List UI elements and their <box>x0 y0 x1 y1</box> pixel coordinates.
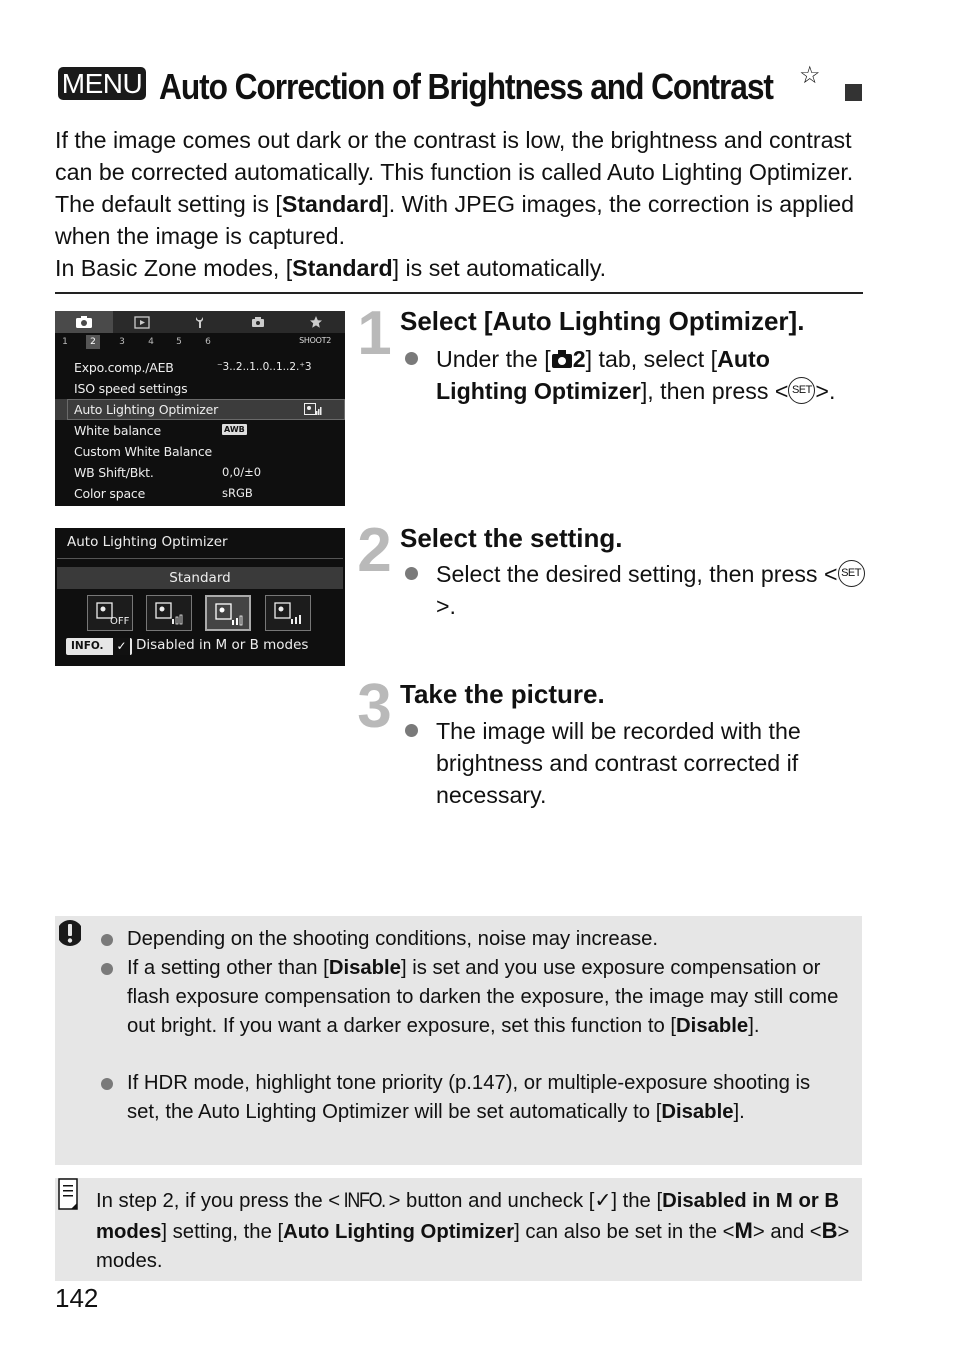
step-number: 3 <box>357 672 389 741</box>
menu-row-label: Custom White Balance <box>74 444 213 459</box>
section-title-row <box>55 64 865 112</box>
menu-badge: MENU <box>58 67 146 100</box>
note-text-part: In step 2, if you press the < <box>96 1190 341 1212</box>
menu-subtabs <box>55 333 345 351</box>
alo-standard-icon <box>304 403 322 416</box>
intro-bold-standard: Standard <box>281 191 383 217</box>
menu-row-custom-wb[interactable] <box>55 441 345 462</box>
menu-row-white-balance[interactable] <box>55 420 345 441</box>
step-3 <box>348 672 868 817</box>
intro-bold-standard-2: Standard <box>292 255 393 281</box>
caution-text: ]. <box>733 1101 745 1123</box>
step-text: >. <box>815 378 836 404</box>
step-text: ], then press < <box>640 378 789 404</box>
wrench-icon[interactable] <box>171 311 229 333</box>
step-instruction <box>436 558 866 622</box>
bullet-icon <box>101 963 113 975</box>
caution-text: If a setting other than [ <box>127 957 329 979</box>
note-text-part: > and < <box>752 1221 822 1243</box>
alo-option-high[interactable] <box>265 595 311 631</box>
note-text <box>96 1186 851 1276</box>
note-bold-text: Disabled in M or B modes <box>96 1190 840 1243</box>
alo-option-standard[interactable] <box>205 595 251 631</box>
caution-item-2 <box>127 954 847 1041</box>
alo-setting-screen <box>55 528 345 666</box>
menu-row-label: WB Shift/Bkt. <box>74 465 154 480</box>
step-instruction <box>436 343 866 407</box>
star-icon[interactable] <box>287 311 345 333</box>
info-button-icon: INFO. <box>343 1189 385 1212</box>
step-1 <box>348 299 868 444</box>
subtab-4[interactable]: 4 <box>148 337 154 347</box>
menu-row-value: sRGB <box>222 486 253 500</box>
menu-row-iso[interactable] <box>55 378 345 399</box>
note-box <box>55 1178 862 1281</box>
step-heading: Select the setting. <box>400 523 623 553</box>
bullet-icon <box>101 1078 113 1090</box>
alo-option-low[interactable] <box>146 595 192 631</box>
alo-off-icon <box>96 602 130 627</box>
step-instruction <box>436 715 866 811</box>
intro-text-1: If the image comes out dark or the contrast is low, the brightness and contrast can be corrected automatically. This function is called Auto Lighting Optimizer. The default setting is [ <box>55 127 854 217</box>
bulb-mode-icon: B <box>821 1218 838 1243</box>
intro-paragraph <box>55 124 865 284</box>
step-2 <box>348 516 868 631</box>
setting-screen-title: Auto Lighting Optimizer <box>67 534 228 550</box>
menu-row-label: Expo.comp./AEB <box>74 360 174 375</box>
tab-number: 2 <box>572 346 586 372</box>
caution-text: ] is set and you use exposure compensation or flash exposure compensation to darken the exposure, the image may still come out bright. If you want a darker exposure, set this function to [ <box>127 957 839 1037</box>
caution-box <box>55 916 862 1165</box>
caution-bold-text: Disable <box>328 957 401 979</box>
svg-text:OFF: OFF <box>110 616 130 627</box>
intro-basic-zone <box>55 252 865 284</box>
menu-row-label: Color space <box>74 486 146 501</box>
note-text-part: > modes. <box>96 1221 850 1272</box>
step-text: Select the desired setting, then press < <box>436 561 838 587</box>
alo-high-icon <box>274 602 304 626</box>
camera-menu-screen <box>55 311 345 506</box>
menu-row-wb-shift[interactable] <box>55 462 345 483</box>
menu-tab-bar <box>55 311 345 333</box>
alo-option-disable[interactable] <box>87 595 133 631</box>
set-button-icon: SET <box>788 377 815 404</box>
square-marker-icon <box>845 84 862 101</box>
menu-row-label: ISO speed settings <box>74 381 188 396</box>
step-text: >. <box>436 593 456 619</box>
menu-row-value: 0,0/±0 <box>222 465 262 479</box>
camera-icon[interactable] <box>55 311 113 333</box>
set-button-icon: SET <box>838 560 865 587</box>
subtab-5[interactable]: 5 <box>176 337 182 347</box>
menu-row-label: Auto Lighting Optimizer <box>74 402 219 417</box>
step-text: The image will be recorded with the brightness and contrast corrected if necessary. <box>436 718 801 808</box>
bullet-icon <box>405 352 418 365</box>
caution-text: If HDR mode, highlight tone priority (p.147), or multiple-exposure shooting is set, the Auto Lighting Optimizer will be set automatically to [ <box>127 1072 811 1123</box>
intro-text-3: In Basic Zone modes, [ <box>55 255 293 281</box>
caution-text: ]. <box>748 1015 760 1037</box>
menu-row-label: White balance <box>74 423 161 438</box>
bullet-icon <box>405 724 418 737</box>
caution-bold-text: Disable <box>661 1101 734 1123</box>
note-text-part: > button and uncheck [ <box>388 1190 595 1212</box>
subtab-2[interactable]: 2 <box>86 335 100 349</box>
step-bold-text: Auto Lighting Optimizer <box>436 346 770 404</box>
check-icon: ✓ <box>113 638 130 655</box>
intro-text <box>55 124 865 252</box>
step-number: 2 <box>357 516 389 585</box>
menu-row-value <box>222 420 247 441</box>
disabled-mode-caption: Disabled in M or B modes <box>136 637 309 653</box>
page-title: Auto Correction of Brightness and Contrast <box>159 66 773 107</box>
caution-item-3 <box>127 1069 847 1127</box>
playback-icon[interactable] <box>113 311 171 333</box>
setting-current-value: Standard <box>57 567 343 589</box>
subtab-1[interactable]: 1 <box>62 337 68 347</box>
menu-row-expo-comp[interactable] <box>55 357 345 378</box>
bullet-icon <box>101 934 113 946</box>
menu-row-color-space[interactable] <box>55 483 345 504</box>
divider <box>55 292 863 294</box>
subtab-3[interactable]: 3 <box>119 337 125 347</box>
custom-functions-icon[interactable] <box>229 311 287 333</box>
note-text-part: ] the [ <box>611 1190 663 1212</box>
alo-standard-icon <box>215 603 245 627</box>
caution-item-1 <box>127 925 847 954</box>
note-text-part: ] setting, the [ <box>161 1221 284 1243</box>
awb-icon: AWB <box>224 425 245 434</box>
note-text-part: ] can also be set in the < <box>514 1221 735 1243</box>
menu-row-auto-lighting-optimizer[interactable] <box>55 399 345 420</box>
note-bold-text: Auto Lighting Optimizer <box>283 1221 515 1243</box>
memo-icon <box>57 1178 79 1212</box>
manual-mode-icon: M <box>734 1218 753 1243</box>
menu-row-value: ⁻3..2..1..0..1..2.⁺3 <box>217 361 312 373</box>
alo-low-icon <box>155 602 185 626</box>
page-number: 142 <box>55 1283 99 1313</box>
subtab-6[interactable]: 6 <box>205 337 211 347</box>
info-uncheck-toggle[interactable] <box>66 638 132 655</box>
step-heading: Select [Auto Lighting Optimizer]. <box>400 306 805 336</box>
intro-text-2: ]. With JPEG images, the correction is applied when the image is captured. <box>55 191 855 249</box>
setting-screen-divider <box>57 558 343 559</box>
step-text: Under the [ <box>436 346 551 372</box>
step-number: 1 <box>357 299 389 368</box>
camera-tab-icon <box>551 349 573 369</box>
caution-text: Depending on the shooting conditions, noise may increase. <box>127 928 659 950</box>
caution-icon <box>55 918 85 948</box>
step-heading: Take the picture. <box>400 679 605 709</box>
shoot-tab-label: SHOOT2 <box>299 336 331 345</box>
bullet-icon <box>405 567 418 580</box>
caution-bold-text: Disable <box>676 1015 749 1037</box>
star-icon: ☆ <box>799 62 821 89</box>
step-text: ] tab, select [ <box>585 346 718 372</box>
intro-text-4: ] is set automatically. <box>392 255 607 281</box>
check-icon: ✓ <box>594 1190 612 1212</box>
info-label: INFO. <box>71 640 104 652</box>
